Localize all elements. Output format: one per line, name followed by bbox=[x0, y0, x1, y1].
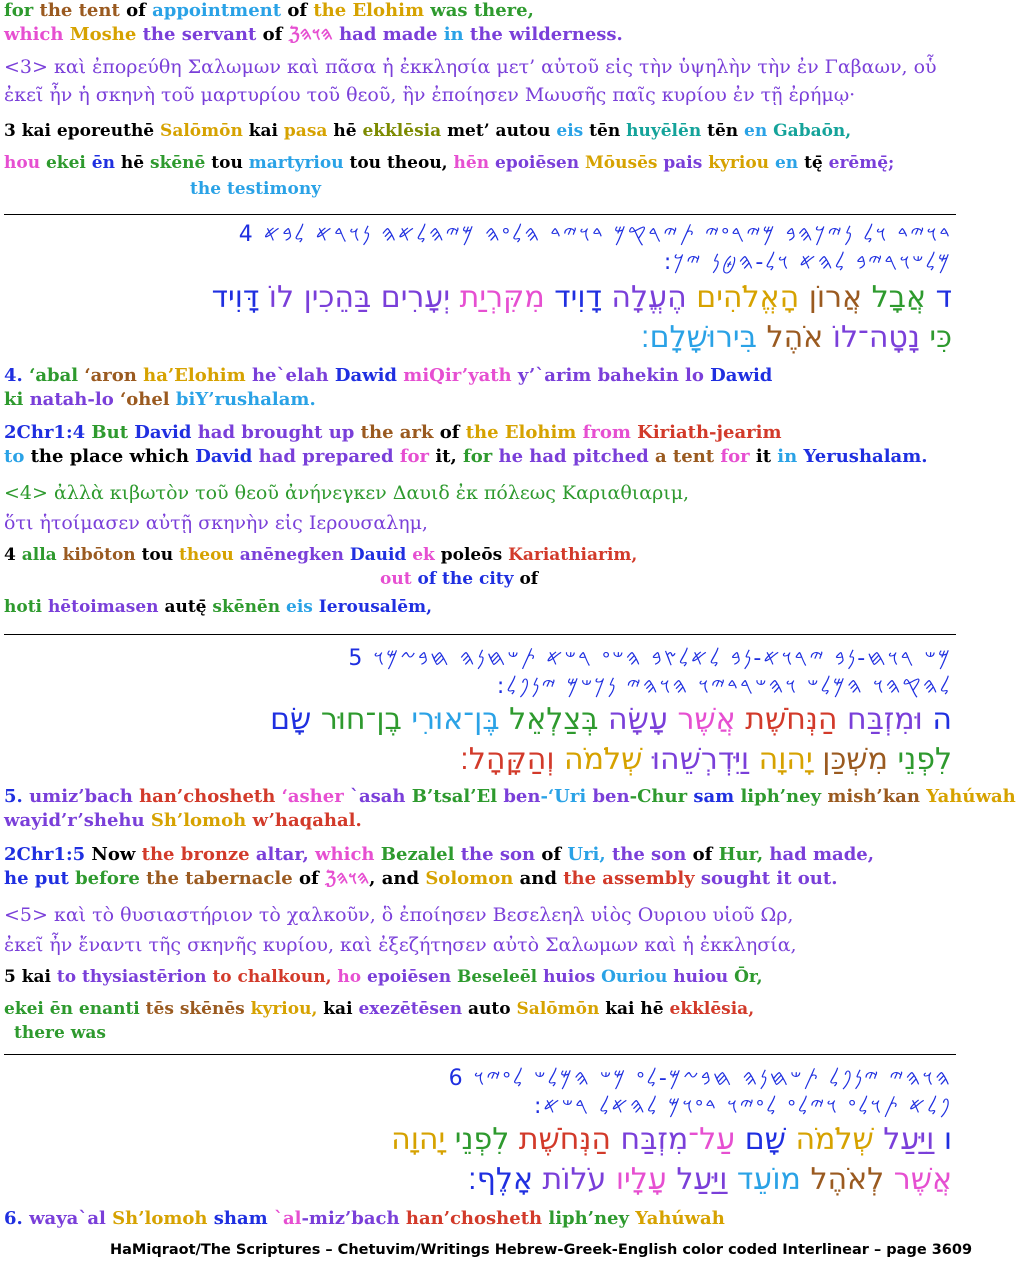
hebrew-word: אֲרוֹן bbox=[799, 280, 863, 315]
hebrew-word: לִפְנֵי bbox=[445, 1122, 510, 1157]
text-word: en bbox=[744, 121, 774, 141]
text-word: the son bbox=[611, 844, 693, 865]
text-word: which bbox=[315, 844, 381, 865]
text-word: Mōusēs bbox=[584, 153, 664, 173]
text-word: to thysiastērion bbox=[56, 967, 213, 987]
text-word: theou bbox=[179, 545, 240, 565]
text-word: before bbox=[75, 868, 147, 889]
text-word: pais bbox=[663, 153, 709, 173]
text-line bbox=[4, 56, 937, 78]
text-word: in bbox=[443, 24, 470, 45]
hebrew-word: בֶן־חוּר bbox=[311, 702, 402, 737]
text-word: `asah bbox=[349, 786, 412, 807]
hebrew-word: וּמִזְבַּח bbox=[837, 702, 923, 737]
text-word: tou bbox=[211, 153, 249, 173]
text-word: `al bbox=[273, 1208, 302, 1229]
hebrew-word: אֲשֶׁר bbox=[667, 702, 736, 737]
text-word: for bbox=[720, 446, 756, 467]
text-word: ὅτι ἡτοίμασεν αὐτῇ σκηνὴν εἰς Ιερουσαλημ, bbox=[4, 512, 428, 534]
text-line bbox=[4, 24, 623, 46]
text-word: in bbox=[777, 446, 804, 467]
text-word: umiz’bach bbox=[29, 786, 140, 807]
hebrew-word: מִשְׁכַּן bbox=[812, 742, 888, 777]
text-line bbox=[4, 810, 362, 832]
text-word: the ark bbox=[360, 422, 440, 443]
text-word: <3> καὶ ἐπορεύθη Σαλωμων καὶ πᾶσα ἡ ἐκκλησία μετ’ αὐτοῦ εἰς τὴν ὑψηλὴν τὴν ἐν Γαβαων, οὗ bbox=[4, 56, 937, 78]
hebrew-word: אֲבָל bbox=[862, 280, 927, 315]
text-word: waya`al bbox=[29, 1208, 113, 1229]
text-word: enanti bbox=[78, 999, 146, 1019]
hebrew-word: נָטָה־לוֹ bbox=[823, 320, 920, 355]
text-word: huyēlēn bbox=[626, 121, 708, 141]
text-word: wayid’r’shehu bbox=[4, 810, 151, 831]
text-line bbox=[190, 178, 321, 200]
text-word: han’chosheth bbox=[405, 1208, 549, 1229]
text-word: he had pitched bbox=[498, 446, 655, 467]
text-word: met’ autou bbox=[447, 121, 557, 141]
text-word: Dauid bbox=[349, 545, 413, 565]
text-word: autę̄ bbox=[164, 597, 213, 617]
hebrew-line bbox=[270, 702, 952, 737]
text-word: 6. bbox=[4, 1208, 30, 1229]
text-word: ἐκεῖ ἦν ἔναντι τῆς σκηνῆς κυρίου, καὶ ἐξεζήτησεν αὐτὸ Σαλωμων καὶ ἡ ἐκκλησία, bbox=[4, 934, 797, 956]
text-line bbox=[14, 1022, 106, 1044]
text-word: David bbox=[134, 422, 198, 443]
text-word: of bbox=[541, 844, 568, 865]
hebrew-word: בִּירוּשָׁלָם׃ bbox=[640, 320, 757, 355]
text-word: en bbox=[774, 153, 805, 173]
text-word: 4 bbox=[4, 545, 22, 565]
text-word: Sh’lomoh bbox=[150, 810, 253, 831]
verse-divider bbox=[4, 214, 956, 215]
text-word: ben bbox=[503, 786, 541, 807]
text-word: sam bbox=[693, 786, 741, 807]
hebrew-word: בְּצַלְאֵל bbox=[499, 702, 599, 737]
hebrew-word: כִּי bbox=[919, 320, 952, 355]
text-line bbox=[4, 934, 797, 956]
text-word: ha’Elohim bbox=[143, 365, 252, 386]
text-word: tēn bbox=[589, 121, 627, 141]
text-word: the Elohim bbox=[313, 0, 431, 21]
text-line bbox=[4, 365, 772, 387]
text-word: sought bbox=[700, 868, 777, 889]
text-word: eis bbox=[286, 597, 319, 617]
text-word: , and bbox=[369, 868, 426, 889]
text-word: of bbox=[439, 422, 466, 443]
text-word: from bbox=[582, 422, 638, 443]
text-word: hou bbox=[4, 153, 46, 173]
text-word: Hur, bbox=[718, 844, 770, 865]
text-line bbox=[4, 544, 637, 566]
hebrew-word: לְאֹהֶל bbox=[800, 1162, 885, 1197]
text-word: ekei bbox=[45, 153, 92, 173]
paleo-hebrew-line: 𐤃𐤅𐤉𐤃 𐤅𐤋 𐤍𐤉𐤊𐤄𐤁 𐤌𐤉𐤓𐤏𐤉 𐤕𐤉𐤓𐤒𐤌 𐤃𐤅𐤉𐤃 𐤄𐤋𐤏𐤄 𐤌𐤉𐤄𐤋𐤀𐤄 𐤍𐤅𐤓𐤀 𐤋𐤁𐤀 4 bbox=[238, 222, 952, 247]
text-word: Yerushalam. bbox=[803, 446, 928, 467]
text-word: eis bbox=[556, 121, 590, 141]
text-word: hēn bbox=[453, 153, 495, 173]
text-word: natah bbox=[29, 389, 88, 410]
text-word: the testimony bbox=[190, 179, 322, 199]
text-word: to chalkoun, bbox=[212, 967, 338, 987]
text-word: he put bbox=[4, 868, 76, 889]
verse-divider bbox=[4, 1054, 956, 1055]
text-word: erēmę̄; bbox=[828, 153, 895, 173]
text-line bbox=[4, 512, 428, 534]
text-word: Sh’lomoh bbox=[112, 1208, 214, 1229]
text-word: tēn bbox=[707, 121, 745, 141]
text-line bbox=[4, 422, 782, 444]
text-word: auto bbox=[468, 999, 517, 1019]
text-word: the son bbox=[460, 844, 542, 865]
text-word: Kariathiarim, bbox=[508, 545, 638, 565]
text-line bbox=[4, 389, 316, 411]
text-word: epoiēsen bbox=[367, 967, 458, 987]
text-word: Uri, bbox=[567, 844, 612, 865]
hebrew-word: עָשָׂה bbox=[598, 702, 668, 737]
text-word: bahekin bbox=[597, 365, 686, 386]
text-word: of bbox=[692, 844, 719, 865]
text-word: altar, bbox=[255, 844, 316, 865]
hebrew-word: שָׂם bbox=[270, 702, 312, 737]
text-word: there was bbox=[14, 1023, 106, 1043]
text-word: ben bbox=[592, 786, 630, 807]
text-word: the assembly bbox=[563, 868, 701, 889]
hebrew-word: וְהַקָּהָל׃ bbox=[459, 742, 555, 777]
text-word: of bbox=[287, 0, 314, 21]
text-word: Dawid bbox=[334, 365, 404, 386]
text-word: of the city bbox=[417, 569, 520, 589]
text-line bbox=[380, 568, 538, 590]
text-word: hētoimasen bbox=[47, 597, 165, 617]
text-word: ek bbox=[412, 545, 441, 565]
text-word: hē bbox=[333, 121, 363, 141]
text-line bbox=[4, 0, 534, 22]
hebrew-word: מִזְבַּח bbox=[611, 1122, 689, 1157]
text-word: tou bbox=[141, 545, 180, 565]
text-word: of bbox=[519, 569, 539, 589]
text-word: epoiēsen bbox=[495, 153, 585, 173]
text-word: ēn bbox=[91, 153, 121, 173]
text-word: -‘Uri bbox=[540, 786, 593, 807]
text-word: appointment bbox=[152, 0, 288, 21]
text-word: skēnē bbox=[150, 153, 212, 173]
verse-divider bbox=[4, 634, 956, 635]
text-word: alla bbox=[21, 545, 63, 565]
hebrew-word: הַנְּחֹשֶׁת bbox=[735, 702, 838, 737]
text-word: kai bbox=[248, 121, 284, 141]
text-word: sham bbox=[213, 1208, 274, 1229]
text-word: the wilderness. bbox=[469, 24, 623, 45]
text-word: 2Chr1:5 bbox=[4, 844, 92, 865]
text-word: huiou bbox=[673, 967, 735, 987]
hebrew-word: שָׁם bbox=[735, 1122, 786, 1157]
text-line bbox=[4, 844, 874, 866]
text-word: huios bbox=[543, 967, 602, 987]
hebrew-word: וַיַּעַל bbox=[873, 1122, 935, 1157]
text-word: han’chosheth bbox=[139, 786, 282, 807]
text-word: the place which bbox=[30, 446, 196, 467]
text-word: for bbox=[4, 0, 40, 21]
text-word: ekklēsia, bbox=[669, 999, 755, 1019]
hebrew-line bbox=[641, 320, 952, 355]
hebrew-line bbox=[391, 1122, 952, 1157]
hebrew-word: אֲשֶׁר bbox=[884, 1162, 952, 1197]
text-line bbox=[4, 596, 432, 618]
hebrew-word: שְׁלֹמֹה bbox=[785, 1122, 874, 1157]
hebrew-word: ה bbox=[922, 702, 952, 737]
hebrew-word: הַנְּחֹשֶׁת bbox=[509, 1122, 611, 1157]
hebrew-word: יָהוָה bbox=[749, 742, 813, 777]
text-word: 4. bbox=[4, 365, 30, 386]
text-line bbox=[4, 904, 793, 926]
text-word: kai hē bbox=[605, 999, 670, 1019]
text-line bbox=[4, 868, 837, 890]
text-word: kibōton bbox=[62, 545, 142, 565]
text-word: Salōmōn bbox=[516, 999, 606, 1019]
text-word: miQir’yath bbox=[403, 365, 518, 386]
text-word: anēnegken bbox=[239, 545, 350, 565]
text-word: for bbox=[463, 446, 499, 467]
hebrew-word: דָוִיד bbox=[544, 280, 602, 315]
paleo-hebrew-line: :𐤐𐤋𐤀 𐤕𐤅𐤋𐤏 𐤅𐤉𐤋𐤏 𐤋𐤏𐤉𐤅 𐤃𐤏𐤅𐤌 𐤋𐤄𐤀𐤋 𐤓𐤔𐤀 bbox=[533, 1094, 952, 1119]
text-word: ‘ohel bbox=[120, 389, 176, 410]
text-word: Salōmōn bbox=[160, 121, 249, 141]
text-word: Moshe bbox=[69, 24, 143, 45]
text-line bbox=[4, 482, 689, 504]
text-word: the tent bbox=[39, 0, 127, 21]
text-word: to bbox=[4, 446, 31, 467]
hebrew-word: אֹהֶל bbox=[756, 320, 824, 355]
paleo-hebrew-line: :𐤌𐤋𐤔𐤅𐤓𐤉𐤁 𐤋𐤄𐤀 𐤅𐤋-𐤄𐤈𐤍 𐤉𐤊 bbox=[663, 250, 952, 275]
hebrew-word: בַּהֵכִין bbox=[294, 280, 372, 315]
hebrew-word: ו bbox=[934, 1122, 952, 1157]
text-word: he`elah bbox=[251, 365, 335, 386]
text-word: -Chur bbox=[629, 786, 694, 807]
text-word: Ierousalēm, bbox=[318, 597, 432, 617]
text-word: skēnēn bbox=[212, 597, 287, 617]
hebrew-word: הֶעֱלָה bbox=[601, 280, 687, 315]
hebrew-word: וַיַּעַל bbox=[666, 1162, 728, 1197]
text-word: poleōs bbox=[440, 545, 509, 565]
hebrew-line bbox=[460, 742, 952, 777]
text-word: ἐκεῖ ἦν ἡ σκηνὴ τοῦ μαρτυρίου τοῦ θεοῦ, ἣν ἐποίησεν Μωυσῆς παῖς κυρίου ἐν τῇ ἐρήμῳ· bbox=[4, 84, 856, 106]
text-word: pasa bbox=[283, 121, 334, 141]
text-word: Yahúwah bbox=[926, 786, 1016, 807]
text-word: it, bbox=[435, 446, 463, 467]
text-word: tēs skēnēs bbox=[145, 999, 251, 1019]
text-word: Bezalel bbox=[380, 844, 461, 865]
hebrew-word: בֶּן־אוּרִי bbox=[401, 702, 500, 737]
text-word: -miz’bach bbox=[301, 1208, 406, 1229]
text-word: Kiriath-jearim bbox=[637, 422, 782, 443]
hebrew-word: שְׁלֹמֹה bbox=[554, 742, 643, 777]
hebrew-word: עָלָיו bbox=[606, 1162, 667, 1197]
text-line bbox=[4, 998, 754, 1020]
hebrew-word: עֹלוֹת bbox=[533, 1162, 607, 1197]
text-word: ho bbox=[337, 967, 368, 987]
text-word: <4> ἀλλὰ κιβωτὸν τοῦ θεοῦ ἀνήνεγκεν Δαυιδ ἐκ πόλεως Καριαθιαριμ, bbox=[4, 482, 690, 504]
text-word: lo bbox=[685, 365, 711, 386]
text-word: had brought up bbox=[197, 422, 361, 443]
text-word: ekklēsia bbox=[362, 121, 448, 141]
text-word: ‘abal bbox=[29, 365, 85, 386]
text-word: exezētēsen bbox=[358, 999, 469, 1019]
paleo-hebrew-line: 𐤄𐤅𐤄𐤉 𐤉𐤍𐤐𐤋 𐤕𐤔𐤇𐤍𐤄 𐤇𐤁𐤆𐤌-𐤋𐤏 𐤌𐤔 𐤄𐤌𐤋𐤔 𐤋𐤏𐤉𐤅 6 bbox=[448, 1066, 952, 1091]
hebrew-word: מִקִּרְיַת bbox=[450, 280, 545, 315]
text-word: the Elohim bbox=[465, 422, 583, 443]
hebrew-word: יְעָרִים bbox=[371, 280, 451, 315]
text-word: Yahúwah bbox=[635, 1208, 725, 1229]
text-word: kyriou, bbox=[250, 999, 324, 1019]
text-word: Dawid bbox=[710, 365, 773, 386]
text-word: ‘aron bbox=[84, 365, 144, 386]
hebrew-word: ד bbox=[926, 280, 952, 315]
text-word: biY’rushalam. bbox=[175, 389, 316, 410]
paleo-hebrew-line: :𐤋𐤄𐤒𐤄𐤅 𐤄𐤌𐤋𐤔 𐤅𐤄𐤔𐤓𐤃𐤉𐤅 𐤄𐤅𐤄𐤉 𐤍𐤊𐤔𐤌 𐤉𐤍𐤐𐤋 bbox=[496, 674, 952, 699]
hebrew-word: דָּוִיד bbox=[211, 280, 260, 315]
text-word: of bbox=[298, 868, 325, 889]
text-word: kai bbox=[323, 999, 359, 1019]
text-word: 5. bbox=[4, 786, 30, 807]
text-word: which bbox=[4, 24, 70, 45]
paleo-hebrew-line: 𐤌𐤔 𐤓𐤅𐤇-𐤍𐤁 𐤉𐤓𐤅𐤀-𐤍𐤁 𐤋𐤀𐤋𐤑𐤁 𐤄𐤔𐤏 𐤓𐤔𐤀 𐤕𐤔𐤇𐤍𐤄 𐤇𐤁𐤆𐤌𐤅 5 bbox=[348, 646, 952, 671]
hebrew-word: וַיִּדְרְשֵׁהוּ bbox=[642, 742, 750, 777]
text-word: was there, bbox=[430, 0, 534, 21]
text-word: martyriou bbox=[248, 153, 350, 173]
hebrew-word: עַל־ bbox=[688, 1122, 736, 1157]
text-word: ekei ēn bbox=[4, 999, 79, 1019]
text-word: for bbox=[399, 446, 436, 467]
text-word: ℨ𐤄𐤅𐤄 bbox=[324, 868, 370, 889]
text-word: had prepared bbox=[258, 446, 400, 467]
text-word: Gabaōn, bbox=[773, 121, 852, 141]
text-word: 5 kai bbox=[4, 967, 57, 987]
hebrew-line bbox=[212, 280, 952, 315]
text-line bbox=[4, 446, 928, 468]
hebrew-word: מוֹעֵד bbox=[727, 1162, 801, 1197]
text-word: David bbox=[195, 446, 259, 467]
text-word: of bbox=[262, 24, 289, 45]
text-word: and bbox=[519, 868, 564, 889]
text-word: ℨ𐤄𐤅𐤄 bbox=[288, 24, 340, 45]
text-line bbox=[4, 786, 1016, 808]
text-word: tou theou, bbox=[349, 153, 454, 173]
text-word: ki bbox=[4, 389, 30, 410]
text-word: kyriou bbox=[708, 153, 775, 173]
text-word: w’haqahal. bbox=[252, 810, 362, 831]
text-word: 2Chr1:4 bbox=[4, 422, 92, 443]
text-word: Ouriou bbox=[601, 967, 674, 987]
text-line bbox=[4, 120, 851, 142]
text-word: had made bbox=[339, 24, 444, 45]
hebrew-word: לִפְנֵי bbox=[887, 742, 952, 777]
text-line bbox=[4, 1208, 725, 1230]
text-word: it bbox=[755, 446, 778, 467]
text-word: of bbox=[126, 0, 153, 21]
text-word: tę̄ bbox=[804, 153, 829, 173]
text-word: Now bbox=[91, 844, 142, 865]
text-word: Beseleēl bbox=[457, 967, 544, 987]
text-word: liph’ney bbox=[740, 786, 828, 807]
text-word: mish’kan bbox=[827, 786, 927, 807]
text-word: a tent bbox=[655, 446, 721, 467]
text-word: the bronze bbox=[141, 844, 256, 865]
text-word: Ōr, bbox=[734, 967, 763, 987]
text-word: the servant bbox=[142, 24, 263, 45]
hebrew-word: יָהוָה bbox=[391, 1122, 446, 1157]
text-word: ‘asher bbox=[281, 786, 350, 807]
text-word: 3 kai eporeuthē bbox=[4, 121, 161, 141]
hebrew-line bbox=[468, 1162, 952, 1197]
text-word: Solomon bbox=[425, 868, 520, 889]
text-word: out bbox=[380, 569, 418, 589]
page-footer: HaMiqraot/The Scriptures – Chetuvim/Writings Hebrew-Greek-English color coded Interlinear – page 3609 bbox=[110, 1242, 973, 1258]
text-word: hē bbox=[120, 153, 150, 173]
text-word: <5> καὶ τὸ θυσιαστήριον τὸ χαλκοῦν, ὃ ἐποίησεν Βεσελεηλ υἱὸς Ουριου υἱοῦ Ωρ, bbox=[4, 904, 794, 926]
text-word: But bbox=[91, 422, 135, 443]
hebrew-word: לוֹ bbox=[259, 280, 295, 315]
text-line bbox=[4, 966, 763, 988]
text-word: y’`arim bbox=[517, 365, 598, 386]
text-word: hoti bbox=[4, 597, 48, 617]
text-word: liph’ney bbox=[548, 1208, 636, 1229]
text-word: the tabernacle bbox=[146, 868, 299, 889]
text-line bbox=[4, 152, 894, 174]
text-word: had made, bbox=[769, 844, 875, 865]
text-word: it out. bbox=[776, 868, 838, 889]
hebrew-word: אָלֶף׃ bbox=[467, 1162, 534, 1197]
hebrew-word: הָאֱלֹהִים bbox=[686, 280, 800, 315]
text-line bbox=[4, 84, 855, 106]
text-word: B’tsal’El bbox=[411, 786, 504, 807]
text-word: -lo bbox=[87, 389, 120, 410]
